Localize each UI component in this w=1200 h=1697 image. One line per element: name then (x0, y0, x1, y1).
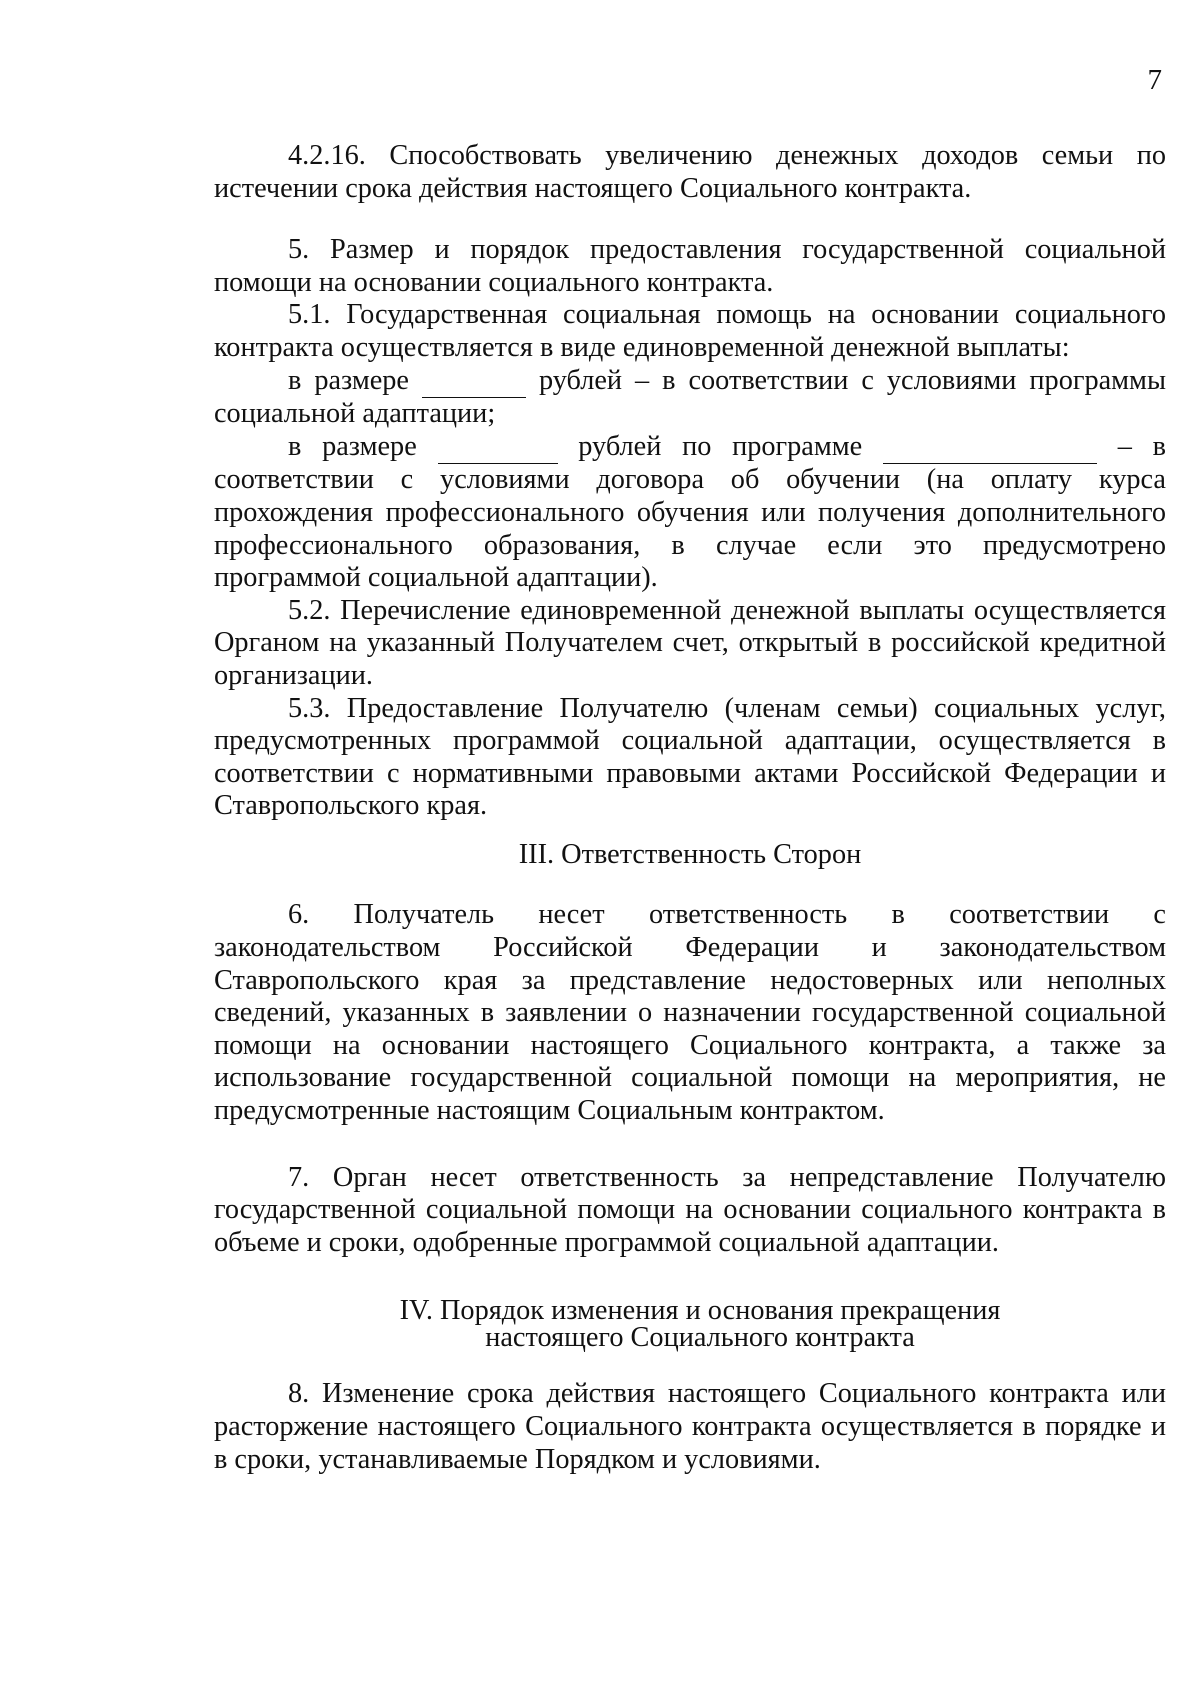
program-name-blank (883, 431, 1097, 465)
clause-5: 5. Размер и порядок предоставления государственной социальной помощи на основании социального контракта. (214, 234, 1166, 298)
clause-6: 6. Получатель несет ответственность в соответствии с законодательством Российской Федерации и законодательством Ставропольского края за представление недостоверных или неполных сведений, указанных в заявлении о назначении государственной социальной помощи на основании настоящего Социального контракта, а также за использование государственной социальной помощи на мероприятия, не предусмотренные настоящим Социальным контрактом. (214, 899, 1166, 1127)
clause-5-1-amount-2 (214, 431, 1166, 595)
section-4-heading-line-2: настоящего Социального контракта (485, 1322, 915, 1354)
clause-4-2-16: 4.2.16. Способствовать увеличению денежных доходов семьи по истечении срока действия настоящего Социального контракта. (214, 140, 1166, 204)
page-number: 7 (1147, 64, 1162, 96)
document-body (214, 140, 1166, 1476)
clause-8: 8. Изменение срока действия настоящего Социального контракта или расторжение настоящего Социального контракта осуществляется в порядке и в сроки, устанавливаемые Порядком и условиями. (214, 1378, 1166, 1475)
amount-2-blank (438, 431, 558, 465)
section-4-heading-line-1: IV. Порядок изменения и основания прекращения (399, 1295, 1001, 1327)
amount-2-prefix: в размере (288, 430, 417, 462)
amount-1-blank (422, 365, 526, 399)
clause-7: 7. Орган несет ответственность за непредставление Получателю государственной социальной помощи на основании социального контракта в объеме и сроки, одобренные программой социальной адаптации. (214, 1161, 1166, 1258)
section-4-heading (214, 1295, 1166, 1354)
amount-1-prefix: в размере (288, 364, 409, 396)
section-3-heading: III. Ответственность Сторон (518, 838, 862, 870)
clause-5-3: 5.3. Предоставление Получателю (членам семьи) социальных услуг, предусмотренных программой социальной адаптации, осуществляется в соответствии с нормативными правовыми актами Российской Федерации и Ставропольского края. (214, 692, 1166, 822)
amount-2-middle: рублей по программе (578, 430, 863, 462)
amount-1-suffix: рублей – в соответствии с условиями программы социальной адаптации; (214, 364, 1166, 430)
clause-5-2: 5.2. Перечисление единовременной денежной выплаты осуществляется Органом на указанный Получателем счет, открытый в российской кредитной организации. (214, 594, 1166, 691)
amount-2-suffix: – в соответствии с условиями договора об обучении (на оплату курса прохождения профессионального обучения или получения дополнительного профессионального образования, в случае если это предусмотрено программой социальной адаптации). (214, 430, 1167, 594)
clause-5-1: 5.1. Государственная социальная помощь на основании социального контракта осуществляется в виде единовременной денежной выплаты: (214, 299, 1166, 363)
clause-5-1-amount-1 (214, 365, 1166, 431)
